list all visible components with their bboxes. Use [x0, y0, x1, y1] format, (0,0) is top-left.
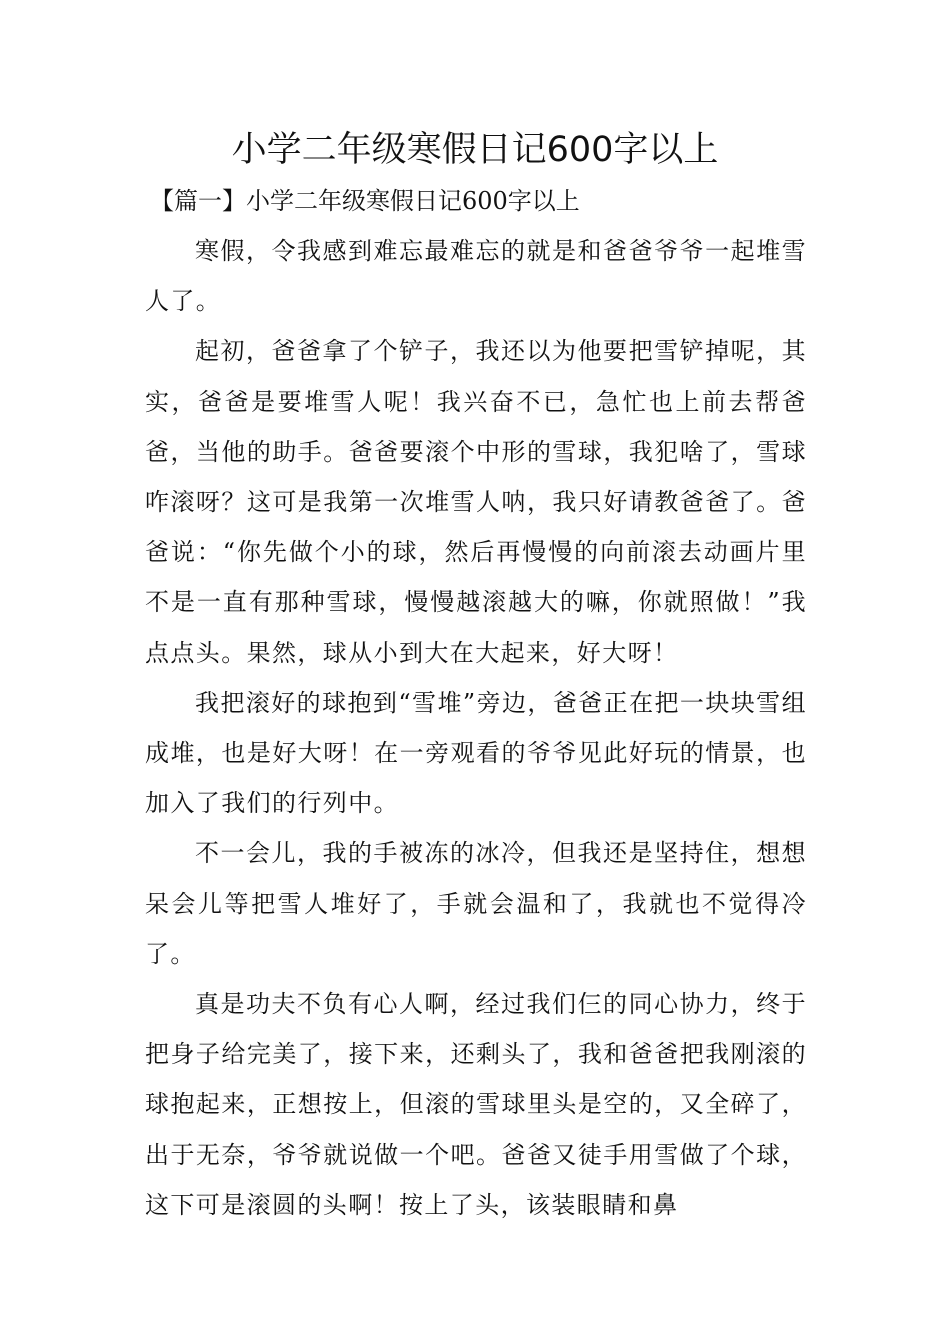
document-body [145, 226, 807, 1230]
paragraph-5: 真是功夫不负有心人啊，经过我们仨的同心协力，终于把身子给完美了，接下来，还剩头了，我和爸爸把我刚滚的球抱起来，正想按上，但滚的雪球里头是空的，又全碎了，出于无奈，爷爷就说做一个吧。爸爸又徒手用雪做了个球，这下可是滚圆的头啊！按上了头，该装眼睛和鼻 [145, 990, 807, 1219]
paragraph-3: 我把滚好的球抱到“雪堆”旁边，爸爸正在把一块块雪组成堆，也是好大呀！在一旁观看的爷爷见此好玩的情景，也加入了我们的行列中。 [145, 688, 807, 818]
section-heading: 【篇一】小学二年级寒假日记600字以上 [150, 187, 580, 215]
paragraph-2: 起初，爸爸拿了个铲子，我还以为他要把雪铲掉呢，其实，爸爸是要堆雪人呢！我兴奋不已，急忙也上前去帮爸爸，当他的助手。爸爸要滚个中形的雪球，我犯啥了，雪球咋滚呀？这可是我第一次堆雪人呐，我只好请教爸爸了。爸爸说：“你先做个小的球，然后再慢慢的向前滚去动画片里不是一直有那种雪球，慢慢越滚越大的嘛，你就照做！”我点点头。果然，球从小到大在大起来，好大呀！ [145, 337, 807, 667]
document-title: 小学二年级寒假日记600字以上 [231, 130, 719, 170]
paragraph-1: 寒假，令我感到难忘最难忘的就是和爸爸爷爷一起堆雪人了。 [145, 237, 807, 316]
paragraph-4: 不一会儿，我的手被冻的冰冷，但我还是坚持住，想想呆会儿等把雪人堆好了，手就会温和了，我就也不觉得冷了。 [145, 839, 807, 968]
